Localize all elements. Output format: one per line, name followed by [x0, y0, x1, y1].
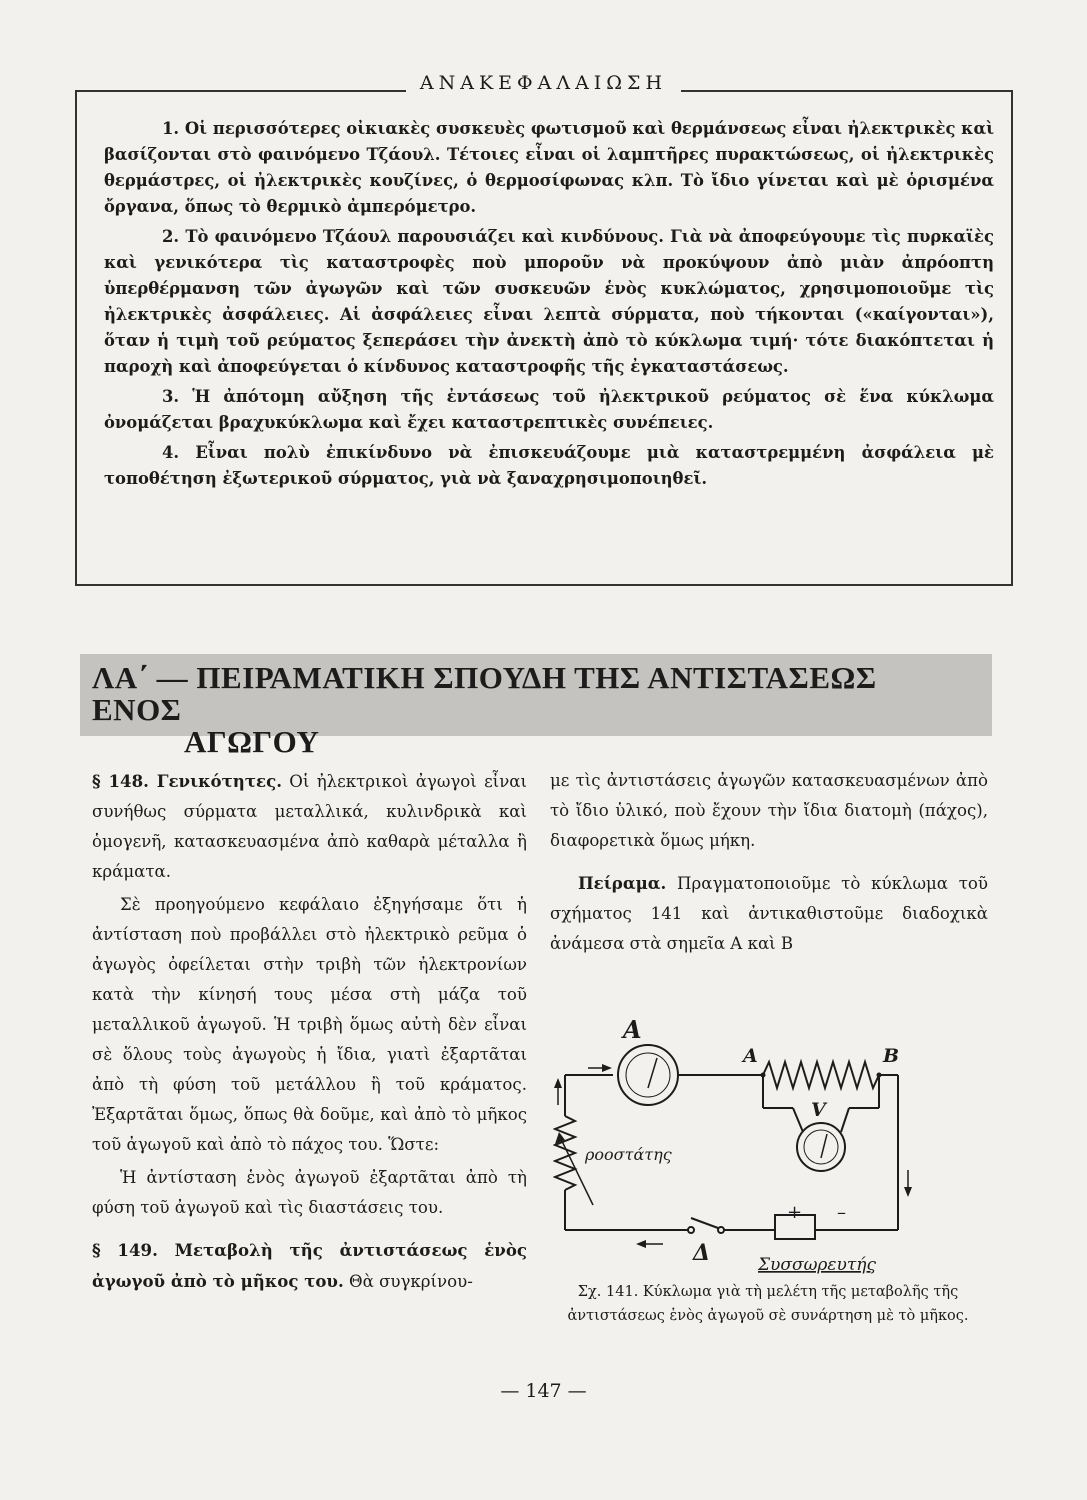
right-column — [550, 766, 988, 962]
paragraph-resistance: Σὲ προηγούμενο κεφάλαιο ἐξηγήσαμε ὅτι ἡ ἀντίσταση ποὺ προβάλλει στὸ ἠλεκτρικὸ ρεῦμα ὁ ἀγωγὸς ὀφείλεται στὴν τριβὴ τῶν ἠλεκτρονίων κατὰ τὴν κίνησή τους μέσα στὴ μάζα τοῦ μεταλλικοῦ ἀγωγοῦ. Ἡ τριβὴ ὅμως αὐτὴ δὲν εἶναι σὲ ὅλους τοὺς ἀγωγοὺς ἡ ἴδια, γιατὶ ἐξαρτᾶται ἀπὸ τὴ φύση τοῦ μετάλλου ἢ τοῦ κράματος. Ἐξαρτᾶται ὅμως, ὅπως θὰ δοῦμε, καὶ ἀπὸ τὸ μῆκος τοῦ ἀγωγοῦ καὶ ἀπὸ τὸ πάχος του. Ὥστε: — [92, 895, 527, 1154]
section-148 — [92, 766, 527, 887]
ammeter-needle — [648, 1058, 657, 1088]
rheostat-label: ροοστάτης — [585, 1145, 672, 1164]
paragraph-conclusion: Ἡ ἀντίσταση ἑνὸς ἀγωγοῦ ἐξαρτᾶται ἀπὸ τὴ φύση τοῦ ἀγωγοῦ καὶ τὶς διαστάσεις του. — [92, 1168, 527, 1217]
chapter-title — [92, 662, 972, 758]
section-148-text: Οἱ ἠλεκτρικοὶ ἀγωγοὶ εἶναι συνήθως σύρματα μεταλλικά, κυλινδρικὰ καὶ ὁμογενῆ, κατασκευασμένα ἀπὸ καθαρὰ μέταλλα ἢ κράματα. — [92, 772, 527, 881]
section-149 — [92, 1235, 527, 1297]
experiment-text: Πραγματοποιοῦμε τὸ κύκλωμα τοῦ σχήματος 141 καὶ ἀντικαθιστοῦμε διαδοχικὰ ἀνάμεσα στὰ σημεῖα Α καὶ Β — [550, 874, 988, 953]
section-149-heading: § 149. Μεταβολὴ τῆς ἀντιστάσεως ἑνὸς ἀγωγοῦ ἀπὸ τὸ μῆκος του. — [92, 1240, 527, 1291]
battery-label: Συσσωρευτής — [758, 1255, 876, 1275]
chapter-title-line1: ΛΑ΄ — ΠΕΙΡΑΜΑΤΙΚΗ ΣΠΟΥΔΗ ΤΗΣ ΑΝΤΙΣΤΑΣΕΩΣ ΕΝΟΣ — [92, 660, 877, 727]
battery-plus-label: + — [787, 1202, 803, 1223]
section-148-heading: § 148. Γενικότητες. — [92, 771, 282, 791]
circuit-diagram — [553, 1020, 973, 1278]
summary-item-3: 3. Ἡ ἀπότομη αὔξηση τῆς ἐντάσεως τοῦ ἠλεκτρικοῦ ρεύματος σὲ ἕνα κύκλωμα ὀνομάζεται βραχυκύκλωμα καὶ ἔχει καταστρεπτικὲς συνέπειες. — [104, 387, 994, 432]
point-a-label: A — [743, 1045, 758, 1067]
battery-minus-label: – — [837, 1202, 846, 1223]
section-149-text: Θὰ συγκρίνου- — [343, 1272, 473, 1291]
rheostat — [555, 1116, 575, 1190]
switch-label: Δ — [693, 1240, 711, 1266]
ammeter-label: A — [623, 1020, 642, 1044]
summary-text — [104, 116, 994, 496]
experiment-heading: Πείραμα. — [578, 873, 667, 893]
summary-title: ΑΝΑΚΕΦΑΛΑΙΩΣΗ — [0, 72, 1087, 94]
switch-blade — [691, 1218, 718, 1228]
point-b-label: B — [883, 1045, 900, 1067]
page-number: — 147 — — [500, 1380, 587, 1402]
summary-item-4: 4. Εἶναι πολὺ ἐπικίνδυνο νὰ ἐπισκευάζουμε μιὰ καταστρεμμένη ἀσφάλεια μὲ τοποθέτηση ἐξωτερικοῦ σύρματος, γιὰ νὰ ξαναχρησιμοποιηθεῖ. — [104, 443, 994, 488]
left-column — [92, 766, 527, 1300]
ammeter — [618, 1045, 678, 1105]
summary-item-1: 1. Οἱ περισσότερες οἰκιακὲς συσκευὲς φωτισμοῦ καὶ θερμάνσεως εἶναι ἠλεκτρικὲς καὶ βασίζονται στὸ φαινόμενο Τζάουλ. Τέτοιες εἶναι οἱ λαμπτῆρες πυρακτώσεως, οἱ ἠλεκτρικὲς θερμάστρες, οἱ ἠλεκτρικὲς κουζίνες, ὁ θερμοσίφωνας κλπ. Τὸ ἴδιο γίνεται καὶ μὲ ὁρισμένα ὄργανα, ὅπως τὸ θερμικὸ ἀμπερόμετρο. — [104, 119, 994, 216]
voltmeter-needle — [821, 1134, 827, 1158]
paragraph-continuation: με τὶς ἀντιστάσεις ἀγωγῶν κατασκευασμένων ἀπὸ τὸ ἴδιο ὑλικό, ποὺ ἔχουν τὴν ἴδια διατομὴ (πάχος), διαφορετικὰ ὅμως μήκη. — [550, 771, 988, 850]
summary-item-2: 2. Τὸ φαινόμενο Τζάουλ παρουσιάζει καὶ κινδύνους. Γιὰ νὰ ἀποφεύγουμε τὶς πυρκαϊὲς καὶ γενικότερα τὶς καταστροφὲς ποὺ μποροῦν νὰ προκύψουν ἀπὸ μιὰν ἀπρόοπτη ὑπερθέρμανση τῶν ἀγωγῶν καὶ τῶν συσκευῶν ἑνὸς κυκλώματος, χρησιμοποιοῦμε τὶς ἠλεκτρικὲς ἀσφάλειες. Αἱ ἀσφάλειες εἶναι λεπτὰ σύρματα, ποὺ τήκονται («καίγονται»), ὅταν ἡ τιμὴ τοῦ ρεύματος ξεπεράσει τὴν ἀνεκτὴ ἀπὸ τὸ κύκλωμα τιμή· τότε διακόπτεται ἡ παροχὴ καὶ ἀποφεύγεται ὁ κίνδυνος καταστροφῆς τῆς ἐγκαταστάσεως. — [104, 227, 994, 376]
resistor-ab — [763, 1062, 879, 1088]
chapter-title-line2: ΑΓΩΓΟΥ — [184, 724, 320, 759]
voltmeter-label: V — [811, 1099, 826, 1121]
paragraph-experiment — [550, 868, 988, 959]
figure-caption: Σχ. 141. Κύκλωμα γιὰ τὴ μελέτη τῆς μεταβολῆς τῆς ἀντιστάσεως ἑνὸς ἀγωγοῦ σὲ συνάρτηση μὲ τὸ μῆκος. — [567, 1284, 969, 1324]
